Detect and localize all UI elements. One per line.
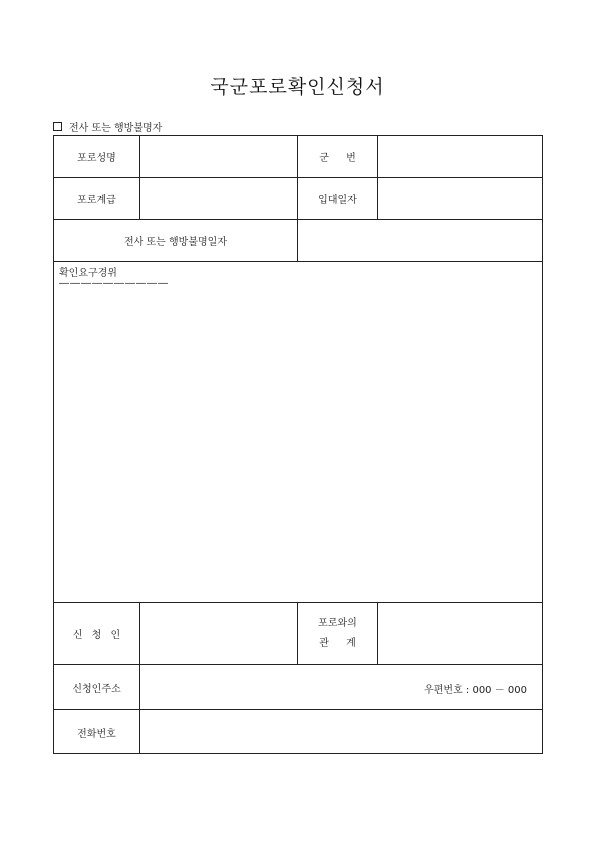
relationship-label-line1: 포로와의 — [318, 617, 357, 629]
pow-rank-field[interactable] — [140, 178, 297, 219]
reason-underline: ―――――――――― — [59, 278, 169, 289]
applicant-label: 신 청 인 — [72, 630, 121, 641]
applicant-address-label: 신청인주소 — [72, 683, 121, 695]
pow-name-label: 포로성명 — [77, 153, 116, 164]
service-number-label: 군 번 — [319, 153, 356, 164]
phone-number-field[interactable] — [140, 710, 542, 754]
relationship-label-line2: 관 계 — [319, 637, 356, 649]
checkbox-icon[interactable] — [53, 122, 62, 131]
confirmation-reason-field[interactable] — [54, 262, 542, 602]
confirmation-reason-label: 확인요구경위 — [59, 268, 117, 279]
enlistment-date-field[interactable] — [378, 178, 542, 219]
postal-code-label: 우편번호 : 000 － 000 — [424, 685, 527, 696]
applicant-field[interactable] — [140, 603, 297, 664]
application-form-table — [53, 135, 543, 754]
relationship-field[interactable] — [378, 603, 542, 664]
section-heading — [53, 119, 162, 134]
phone-number-label: 전화번호 — [77, 728, 116, 740]
death-missing-date-label: 전사 또는 행방불명일자 — [124, 237, 227, 248]
section-label: 전사 또는 행방불명자 — [69, 123, 163, 134]
enlistment-date-label: 입대일자 — [318, 195, 357, 206]
pow-rank-label: 포로계급 — [77, 195, 116, 206]
death-missing-date-field[interactable] — [298, 220, 542, 261]
form-title: 국군포로확인신청서 — [210, 76, 385, 98]
service-number-field[interactable] — [378, 136, 542, 177]
pow-name-field[interactable] — [140, 136, 297, 177]
relationship-label — [298, 603, 377, 664]
